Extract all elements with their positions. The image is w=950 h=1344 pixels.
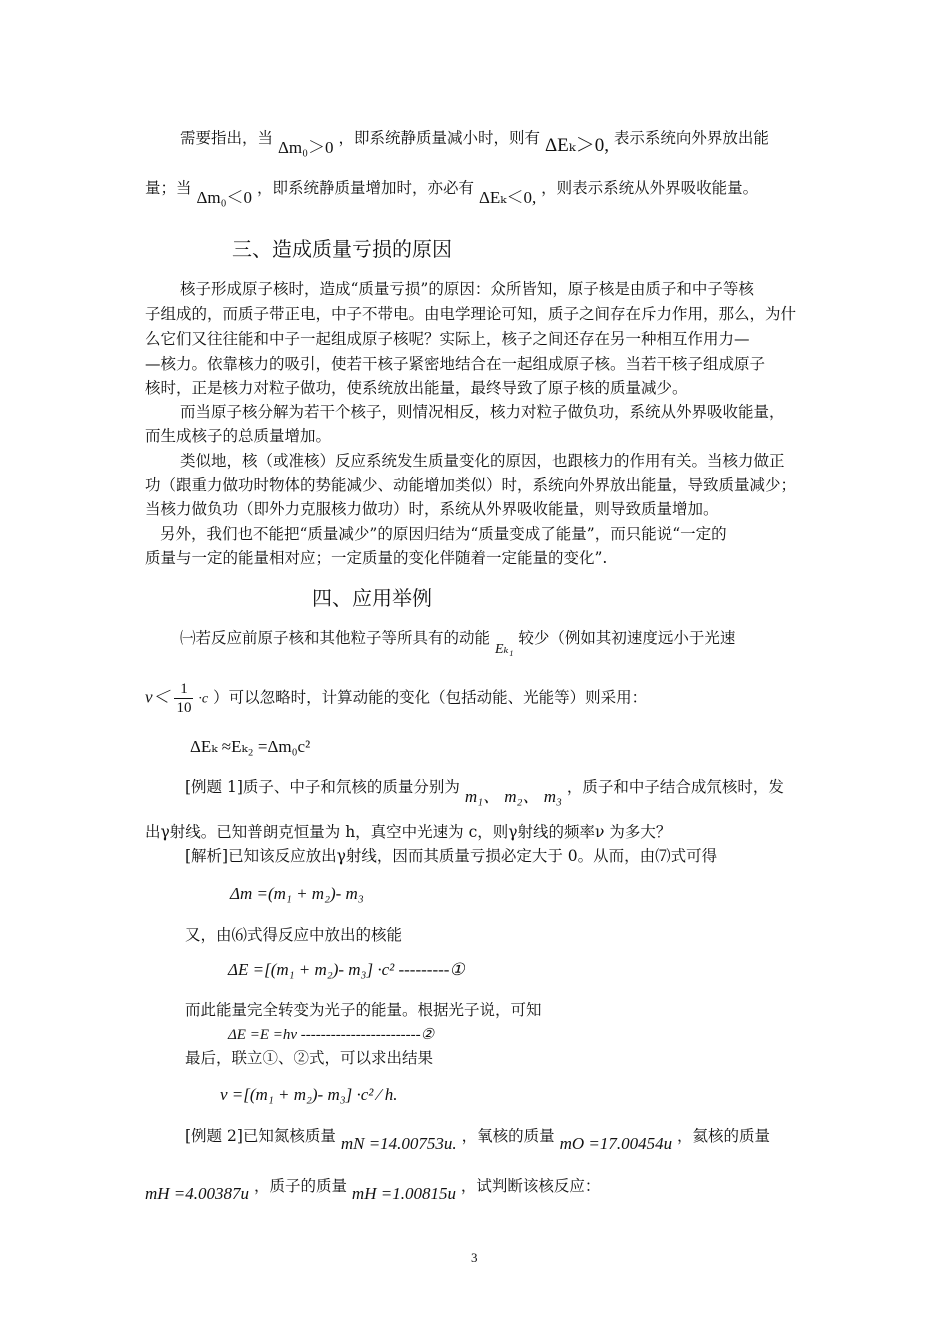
- text-line: 子组成的，而质子带正电，中子不带电。由电学理论可知，质子之间存在斥力作用，那么，为什: [145, 305, 797, 323]
- formula-nu: ν =[(m₁ + m₂)- m₃] ·c² ⁄ h.: [220, 1085, 398, 1104]
- text-line: 功（跟重力做功时物体的势能减少、动能增加类似）时，系统向外界放出能量，导致质量减少；: [145, 476, 797, 494]
- text-run: ，即系统静质量增加时，亦必有: [256, 179, 474, 197]
- formula-mHe: mH =4.00387u: [145, 1184, 250, 1203]
- formula-m123: m₁、 m₂、 m₃: [464, 787, 562, 806]
- text-run: 需要指出，当: [180, 129, 274, 147]
- equation-main: [190, 737, 310, 757]
- text-line: 最后，联立①、②式，可以求出结果: [185, 1049, 434, 1067]
- formula-dek-eq: ΔEₖ ≈Eₖ₂ =Δm₀c²: [190, 737, 311, 756]
- text-run: [例题 2]已知氮核质量: [185, 1127, 336, 1145]
- text-line: 核时，正是核力对粒子做功，使系统放出能量，最终导致了原子核的质量减少。: [145, 379, 688, 397]
- formula-v-lt: v＜: [145, 687, 170, 707]
- text-line: 另外，我们也不能把“质量减少”的原因归结为“质量变成了能量”，而只能说“一定的: [160, 525, 727, 543]
- page-number: 3: [471, 1250, 478, 1265]
- section-heading-4: 四、应用举例: [312, 586, 432, 610]
- equation-dm: [230, 884, 364, 904]
- text-line: 当核力做负功（即外力克服核力做功）时，系统从外界吸收能量，则导致质量增加。: [145, 500, 719, 518]
- formula-hv: ΔE =E =hν ------------------------②: [228, 1027, 435, 1043]
- formula-mO: mO =17.00454u: [559, 1134, 673, 1153]
- text-line: 而此能量完全转变为光子的能量。根据光子说，可知: [185, 1001, 542, 1019]
- text-line: [180, 128, 769, 157]
- text-run: ，氧核的质量: [461, 1127, 555, 1145]
- text-line: 核子形成原子核时，造成“质量亏损”的原因：众所皆知，原子核是由质子和中子等核: [180, 280, 754, 298]
- formula-dm: Δm =(m₁ + m₂)- m₃: [230, 884, 364, 903]
- text-run: ，氦核的质量: [677, 1127, 771, 1145]
- text-line: [解析]已知该反应放出γ射线，因而其质量亏损必定大于 0。从而，由⑺式可得: [185, 847, 718, 865]
- text-line: 出γ射线。已知普朗克恒量为 h，真空中光速为 c，则γ射线的频率ν 为多大？: [145, 823, 672, 841]
- text-line: [180, 628, 736, 657]
- formula-mN: mN =14.00753u.: [340, 1134, 457, 1153]
- formula-dek-gt0: ΔEₖ＞0,: [544, 135, 609, 156]
- equation-de: [228, 960, 465, 980]
- text-line: 质量与一定的能量相对应；一定质量的变化伴随着一定能量的变化”.: [145, 549, 608, 567]
- text-run: ，试判断该核反应：: [460, 1177, 601, 1195]
- fraction-numerator: 1: [174, 680, 193, 699]
- formula-de: ΔE =[(m₁ + m₂)- m₃] ·c² ---------①: [228, 960, 465, 979]
- formula-ek1: Eₖ₁: [494, 642, 514, 657]
- equation-nu: [220, 1085, 398, 1105]
- formula-mH: mH =1.00815u: [351, 1184, 456, 1203]
- text-line: [145, 680, 647, 717]
- formula-c: ·c: [198, 691, 209, 707]
- text-run: ，质子和中子结合成氘核时，发: [566, 778, 784, 796]
- text-line: —核力。依靠核力的吸引，使若干核子紧密地结合在一起组成原子核。当若干核子组成原子: [145, 355, 766, 373]
- text-run: 较少（例如其初速度远小于光速: [518, 629, 736, 647]
- formula-dm0-lt0: Δm₀＜0: [196, 188, 253, 207]
- text-run: 量；当: [145, 179, 192, 197]
- section-heading-3: 三、造成质量亏损的原因: [232, 237, 452, 261]
- formula-dm0-gt0: Δm₀＞0: [277, 138, 334, 157]
- fraction-one-tenth: [174, 680, 193, 717]
- text-line: 而生成核子的总质量增加。: [145, 427, 332, 445]
- text-line: [185, 777, 784, 806]
- text-line: 类似地，核（或准核）反应系统发生质量变化的原因，也跟核力的作用有关。当核力做正: [180, 452, 785, 470]
- equation-hv: [228, 1024, 434, 1045]
- text-line: [145, 1176, 601, 1203]
- text-run: ，质子的质量: [253, 1177, 347, 1195]
- text-run: ）可以忽略时，计算动能的变化（包括动能、光能等）则采用：: [213, 688, 648, 707]
- text-run: ，则表示系统从外界吸收能量。: [541, 179, 759, 197]
- fraction-denominator: 10: [176, 700, 192, 716]
- text-line: [185, 1126, 771, 1153]
- text-run: ，即系统静质量减小时，则有: [338, 129, 540, 147]
- text-run: [例题 1]质子、中子和氘核的质量分别为: [185, 778, 460, 796]
- text-line: 又，由⑹式得反应中放出的核能: [185, 926, 403, 944]
- text-run: ㈠若反应前原子核和其他粒子等所具有的动能: [180, 629, 491, 647]
- formula-dek-lt0: ΔEₖ＜0,: [478, 188, 537, 207]
- text-line: 么它们又往往能和中子一起组成原子核呢？实际上，核子之间还存在另一种相互作用力—: [145, 330, 750, 348]
- text-line: [145, 178, 759, 207]
- text-run: 表示系统向外界放出能: [613, 129, 769, 147]
- text-line: 而当原子核分解为若干个核子，则情况相反，核力对粒子做负功，系统从外界吸收能量，: [180, 403, 785, 421]
